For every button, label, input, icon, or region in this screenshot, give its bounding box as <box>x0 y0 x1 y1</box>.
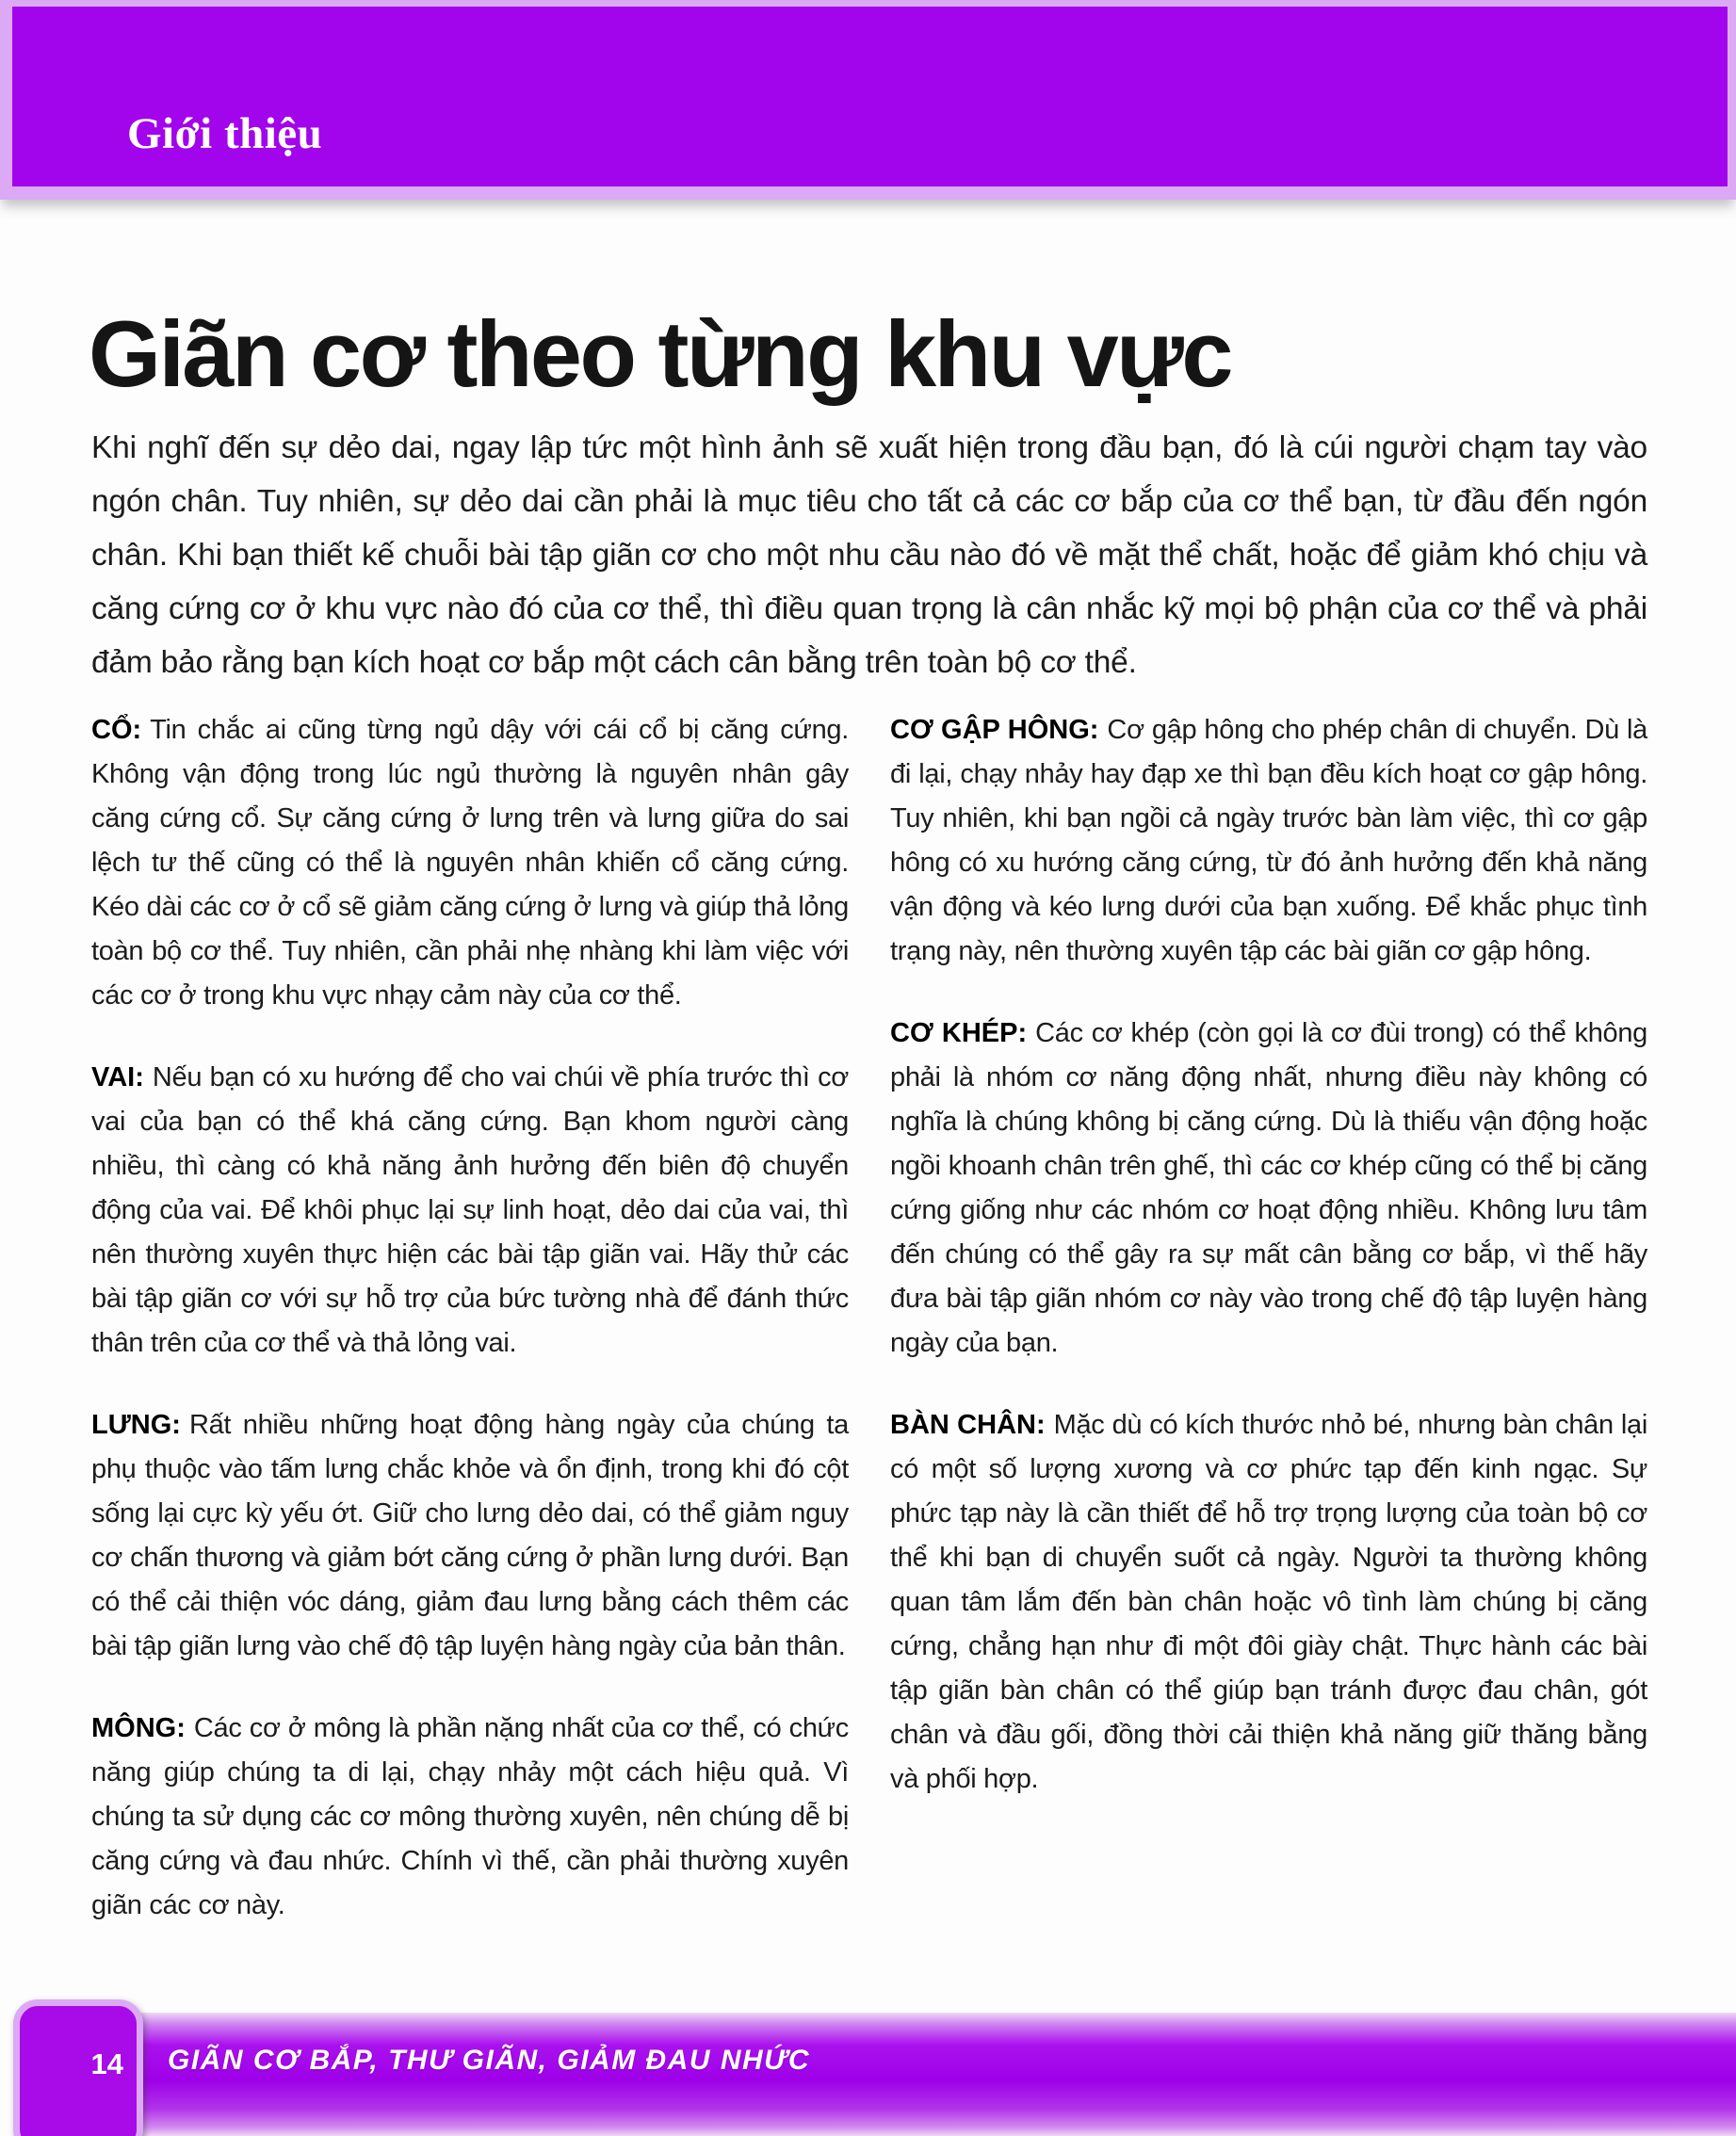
content-columns <box>91 708 1647 1966</box>
section-label: CƠ KHÉP: <box>890 1018 1028 1048</box>
section-text: Tin chắc ai cũng từng ngủ dậy với cái cổ bị căng cứng. Không vận động trong lúc ngủ thường là nguyên nhân gây căng cứng cổ. Sự căng cứng ở lưng trên và lưng giữa do sai lệch tư thế cũng có thể là nguyên nhân khiến cổ căng cứng. Kéo dài các cơ ở cổ sẽ giảm căng cứng ở lưng và giúp thả lỏng toàn bộ cơ thể. Tuy nhiên, cần phải nhẹ nhàng khi làm việc với các cơ ở trong khu vực nhạy cảm này của cơ thể. <box>91 715 849 1011</box>
intro-paragraph: Khi nghĩ đến sự dẻo dai, ngay lập tức một hình ảnh sẽ xuất hiện trong đầu bạn, đó là cúi người chạm tay vào ngón chân. Tuy nhiên, sự dẻo dai cần phải là mục tiêu cho tất cả các cơ bắp của cơ thể bạn, từ đầu đến ngón chân. Khi bạn thiết kế chuỗi bài tập giãn cơ cho một nhu cầu nào đó về mặt thể chất, hoặc để giảm khó chịu và căng cứng cơ ở khu vực nào đó của cơ thể, thì điều quan trọng là cân nhắc kỹ mọi bộ phận của cơ thể và phải đảm bảo rằng bạn kích hoạt cơ bắp một cách cân bằng trên toàn bộ cơ thể. <box>91 429 1647 680</box>
section-text: Các cơ khép (còn gọi là cơ đùi trong) có thể không phải là nhóm cơ năng động nhất, nhưng điều này không có nghĩa là chúng không bị căng cứng. Dù là thiếu vận động hoặc ngồi khoanh chân trên ghế, thì các cơ khép cũng có thể bị căng cứng giống như các nhóm cơ hoạt động nhiều. Không lưu tâm đến chúng có thể gây ra sự mất cân bằng cơ bắp, vì thế hãy đưa bài tập giãn nhóm cơ này vào trong chế độ tập luyện hàng ngày của bạn. <box>890 1018 1648 1358</box>
section-feet <box>890 1403 1647 1802</box>
section-shoulders <box>91 1056 849 1366</box>
section-text: Rất nhiều những hoạt động hàng ngày của chúng ta phụ thuộc vào tấm lưng chắc khỏe và ổn định, trong khi đó cột sống lại cực kỳ yếu ớt. Giữ cho lưng dẻo dai, có thể giảm nguy cơ chấn thương và giảm bớt căng cứng ở phần lưng dưới. Bạn có thể cải thiện vóc dáng, giảm đau lưng bằng cách thêm các bài tập giãn lưng vào chế độ tập luyện hàng ngày của bản thân. <box>91 1410 849 1661</box>
section-text: Nếu bạn có xu hướng để cho vai chúi về phía trước thì cơ vai của bạn có thể khá căng cứng. Bạn khom người càng nhiều, thì càng có khả năng ảnh hưởng đến biên độ chuyển động của vai. Để khôi phục lại sự linh hoạt, dẻo dai của vai, thì nên thường xuyên thực hiện các bài tập giãn vai. Hãy thử các bài tập giãn cơ với sự hỗ trợ của bức tường nhà để đánh thức thân trên của cơ thể và thả lỏng vai. <box>91 1062 849 1358</box>
section-text: Mặc dù có kích thước nhỏ bé, nhưng bàn chân lại có một số lượng xương và cơ phức tạp đến kinh ngạc. Sự phức tạp này là cần thiết để hỗ trợ trọng lượng của toàn bộ cơ thể khi bạn di chuyển suốt cả ngày. Người ta thường không quan tâm lắm đến bàn chân hoặc vô tình làm chúng bị căng cứng, chẳng hạn như đi một đôi giày chật. Thực hành các bài tập giãn bàn chân có thể giúp bạn tránh được đau chân, gót chân và đầu gối, đồng thời cải thiện khả năng giữ thăng bằng và phối hợp. <box>890 1410 1647 1794</box>
section-label: LƯNG: <box>91 1410 181 1440</box>
page-title: Giãn cơ theo từng khu vực <box>89 301 1231 407</box>
section-label: CƠ GẬP HÔNG: <box>890 715 1099 745</box>
section-text: Cơ gập hông cho phép chân di chuyển. Dù là đi lại, chạy nhảy hay đạp xe thì bạn đều kích hoạt cơ gập hông. Tuy nhiên, khi bạn ngồi cả ngày trước bàn làm việc, thì cơ gập hông có xu hướng căng cứng, từ đó ảnh hưởng đến khả năng vận động và kéo lưng dưới của bạn xuống. Để khắc phục tình trạng này, nên thường xuyên tập các bài giãn cơ gập hông. <box>890 715 1647 966</box>
running-title: GIÃN CƠ BẮP, THƯ GIÃN, GIẢM ĐAU NHỨC <box>168 2045 811 2076</box>
section-label: BÀN CHÂN: <box>890 1410 1046 1440</box>
chapter-banner-fill <box>12 7 1728 186</box>
section-label: MÔNG: <box>91 1713 186 1743</box>
section-back <box>91 1403 849 1669</box>
section-neck <box>91 708 849 1018</box>
section-label: VAI: <box>91 1062 144 1092</box>
column-left <box>91 708 849 1966</box>
section-text: Các cơ ở mông là phần nặng nhất của cơ thể, có chức năng giúp chúng ta di lại, chạy nhảy một cách hiệu quả. Vì chúng ta sử dụng các cơ mông thường xuyên, nên chúng dễ bị căng cứng và đau nhức. Chính vì thế, cần phải thường xuyên giãn các cơ này. <box>91 1713 849 1920</box>
column-right <box>890 708 1647 1966</box>
footer-bar <box>94 2013 1736 2136</box>
page-number: 14 <box>90 2047 123 2080</box>
section-glutes <box>91 1707 849 1928</box>
chapter-label: Giới thiệu <box>127 109 323 158</box>
page-number-badge <box>13 1999 143 2136</box>
chapter-banner <box>0 0 1736 200</box>
section-adductors <box>890 1011 1647 1366</box>
section-label: CỔ: <box>91 715 142 745</box>
section-hip-flexors <box>890 708 1647 974</box>
